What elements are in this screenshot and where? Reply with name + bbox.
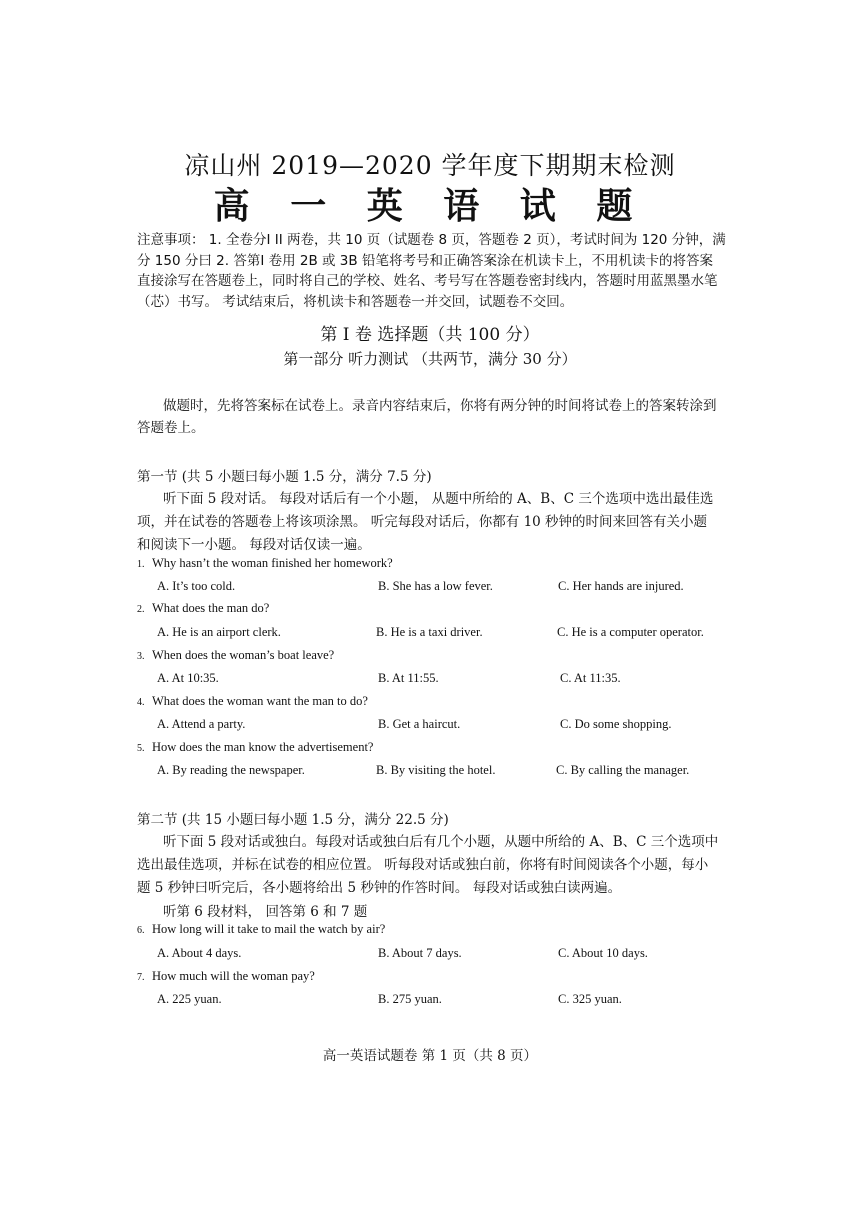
question-number: 7. <box>137 972 145 983</box>
q6-option-a: A. About 4 days. <box>157 946 242 960</box>
question-number: 5. <box>137 743 145 754</box>
question-number: 6. <box>137 925 145 936</box>
q3-option-c: C. At 11:35. <box>560 671 621 685</box>
material-6-heading: 听第 6 段材料， 回答第 6 和 7 题 <box>163 904 368 920</box>
question-6 <box>137 922 385 937</box>
section1-heading: 第一节 (共 5 小题曰每小题 1.5 分，满分 7.5 分) <box>137 469 432 485</box>
q4-option-c: C. Do some shopping. <box>560 717 672 731</box>
section2-heading: 第二节 (共 15 小题曰每小题 1.5 分，满分 22.5 分) <box>137 812 449 828</box>
q7-option-b: B. 275 yuan. <box>378 992 442 1006</box>
notice-line-3: 直接涂写在答题卷上，同时将自己的学校、姓名、考号写在答题卷密封线内，答题时用蓝黑墨水笔 <box>137 273 718 289</box>
page-footer: 高一英语试题卷 第 1 页（共 8 页） <box>322 1048 538 1064</box>
q2-option-b: B. He is a taxi driver. <box>376 625 483 639</box>
section1-instruction-1: 听下面 5 段对话。 每段对话后有一个小题， 从题中所给的 A、B、C 三个选项中选出最佳选 <box>163 491 714 507</box>
exam-title: 凉山州 2019—2020 学年度下期期末检测 <box>184 151 676 180</box>
volume-title: 第 I 卷 选择题（共 100 分） <box>320 325 540 345</box>
notice-line-4: （芯）书写。 考试结束后，将机读卡和答题卷一并交回，试题卷不交回。 <box>137 294 574 310</box>
q6-option-b: B. About 7 days. <box>378 946 462 960</box>
question-2 <box>137 601 269 616</box>
q1-option-b: B. She has a low fever. <box>378 579 493 593</box>
q5-option-b: B. By visiting the hotel. <box>376 763 496 777</box>
question-7 <box>137 969 315 984</box>
section1-instruction-3: 和阅读下一小题。 每段对话仅读一遍。 <box>137 537 371 553</box>
q3-option-b: B. At 11:55. <box>378 671 439 685</box>
q1-option-c: C. Her hands are injured. <box>558 579 684 593</box>
section1-instruction-2: 项，并在试卷的答题卷上将该项涂黑。 听完每段对话后，你都有 10 秒钟的时间来回答有关小题 <box>137 514 708 530</box>
part1-title: 第一部分 听力测试 （共两节，满分 30 分） <box>283 350 577 368</box>
question-text: When does the woman’s boat leave? <box>152 648 335 662</box>
question-text: What does the man do? <box>152 601 270 615</box>
q4-option-a: A. Attend a party. <box>157 717 246 731</box>
section2-instruction-1: 听下面 5 段对话或独白。每段对话或独白后有几个小题，从题中所给的 A、B、C 三个选项中 <box>163 834 719 850</box>
exam-subtitle: 高 一 英 语 试 题 <box>213 185 647 227</box>
q3-option-a: A. At 10:35. <box>157 671 219 685</box>
q1-option-a: A. It’s too cold. <box>157 579 236 593</box>
question-4 <box>137 694 368 709</box>
question-3 <box>137 648 334 663</box>
question-number: 1. <box>137 559 145 570</box>
notice-line-1: 注意事项： 1. 全卷分I II 两卷，共 10 页（试题卷 8 页，答题卷 2 页），考试时间为 120 分钟，满 <box>137 232 726 248</box>
intro-line-1: 做题时，先将答案标在试卷上。录音内容结束后，你将有两分钟的时间将试卷上的答案转涂到 <box>163 398 717 414</box>
q7-option-a: A. 225 yuan. <box>157 992 222 1006</box>
q6-option-c: C. About 10 days. <box>558 946 648 960</box>
section2-instruction-2: 选出最佳选项，并标在试卷的相应位置。 听每段对话或独白前，你将有时间阅读各个小题，每小 <box>137 857 709 873</box>
question-number: 3. <box>137 651 145 662</box>
q7-option-c: C. 325 yuan. <box>558 992 622 1006</box>
q2-option-a: A. He is an airport clerk. <box>157 625 281 639</box>
section2-instruction-3: 题 5 秒钟曰听完后，各小题将给出 5 秒钟的作答时间。 每段对话或独白读两遍。 <box>137 880 622 896</box>
notice-line-2: 分 150 分曰 2. 答第I 卷用 2B 或 3B 铅笔将考号和正确答案涂在机读卡上，不用机读卡的将答案 <box>137 253 713 269</box>
question-text: What does the woman want the man to do? <box>152 694 368 708</box>
question-number: 4. <box>137 697 145 708</box>
question-1 <box>137 556 393 571</box>
question-text: How long will it take to mail the watch by air? <box>152 922 386 936</box>
question-text: How does the man know the advertisement? <box>152 740 374 754</box>
question-text: How much will the woman pay? <box>152 969 315 983</box>
q4-option-b: B. Get a haircut. <box>378 717 461 731</box>
question-text: Why hasn’t the woman finished her homework? <box>152 556 393 570</box>
question-5 <box>137 740 373 755</box>
q5-option-a: A. By reading the newspaper. <box>157 763 305 777</box>
question-number: 2. <box>137 604 145 615</box>
q5-option-c: C. By calling the manager. <box>556 763 690 777</box>
q2-option-c: C. He is a computer operator. <box>557 625 704 639</box>
intro-line-2: 答题卷上。 <box>137 420 205 436</box>
